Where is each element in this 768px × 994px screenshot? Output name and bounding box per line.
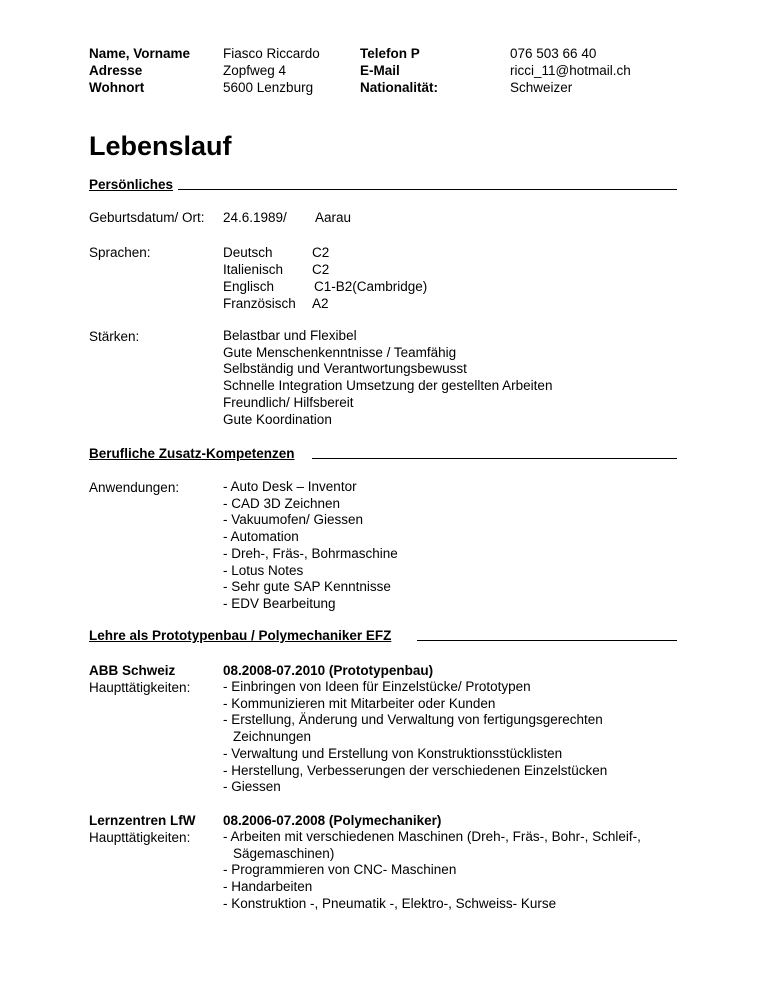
job-company: ABB Schweiz (89, 663, 176, 678)
town-label: Wohnort (89, 80, 145, 95)
job-tasks-list (223, 829, 641, 913)
list-item: - Handarbeiten (223, 879, 313, 895)
name-label: Name, Vorname (89, 46, 191, 61)
list-item: Sägemaschinen) (233, 845, 335, 861)
email-label: E-Mail (360, 63, 400, 78)
nationality-label: Nationalität: (360, 80, 439, 95)
list-item: - Dreh-, Fräs-, Bohrmaschine (223, 545, 398, 561)
job-tasks-label: Haupttätigkeiten: (89, 680, 191, 695)
list-item: - Automation (223, 529, 299, 545)
section-rule (417, 640, 677, 641)
list-item: - Kommunizieren mit Mitarbeiter oder Kunden (223, 695, 496, 711)
phone-label: Telefon P (360, 46, 420, 61)
address-value: Zopfweg 4 (223, 63, 287, 78)
page-title: Lebenslauf (89, 131, 232, 161)
list-item: - Auto Desk – Inventor (223, 479, 357, 494)
language-level: C1-B2(Cambridge) (314, 279, 428, 294)
town-value: 5600 Lenzburg (223, 80, 314, 95)
language-level: C2 (312, 245, 330, 260)
name-value: Fiasco Riccardo (223, 46, 320, 61)
list-item: Belastbar und Flexibel (223, 328, 357, 343)
job-tasks-label: Haupttätigkeiten: (89, 830, 191, 845)
list-item: Gute Menschenkenntnisse / Teamfähig (223, 344, 457, 360)
nationality-value: Schweizer (510, 80, 573, 95)
birth-label: Geburtsdatum/ Ort: (89, 210, 205, 225)
list-item: - EDV Bearbeitung (223, 595, 336, 611)
language-name: Deutsch (223, 245, 273, 260)
list-item: - Vakuumofen/ Giessen (223, 512, 364, 528)
list-item: - Arbeiten mit verschiedenen Maschinen (Dreh-, Fräs-, Bohr-, Schleif-, (223, 829, 641, 844)
section-personal-heading: Persönliches (89, 177, 174, 192)
list-item: - CAD 3D Zeichnen (223, 495, 341, 511)
job-period: 08.2006-07.2008 (Polymechaniker) (223, 813, 442, 828)
list-item: Schnelle Integration Umsetzung der gestellten Arbeiten (223, 378, 553, 394)
section-apprenticeship-heading: Lehre als Prototypenbau / Polymechaniker EFZ (89, 628, 392, 643)
language-name: Französisch (223, 296, 296, 311)
list-item: - Verwaltung und Erstellung von Konstruktionsstücklisten (223, 745, 563, 761)
list-item: - Konstruktion -, Pneumatik -, Elektro-, Schweiss- Kurse (223, 895, 557, 911)
apps-list (223, 479, 398, 613)
phone-value: 076 503 66 40 (510, 46, 597, 61)
list-item: - Erstellung, Änderung und Verwaltung von fertigungsgerechten (223, 712, 603, 728)
list-item: Selbständig und Verantwortungsbewusst (223, 361, 467, 377)
job-period: 08.2008-07.2010 (Prototypenbau) (223, 663, 434, 678)
list-item: - Lotus Notes (223, 562, 304, 578)
language-name: Italienisch (223, 262, 284, 277)
language-level: A2 (312, 296, 329, 311)
list-item: - Giessen (223, 779, 281, 795)
list-item: - Programmieren von CNC- Maschinen (223, 862, 457, 878)
list-item: Gute Koordination (223, 411, 332, 427)
list-item: - Einbringen von Ideen für Einzelstücke/ Prototypen (223, 679, 531, 694)
birth-place: Aarau (315, 210, 352, 225)
list-item: Zeichnungen (233, 729, 312, 745)
section-rule (178, 189, 677, 190)
language-name: Englisch (223, 279, 275, 294)
section-skills-heading: Berufliche Zusatz-Kompetenzen (89, 446, 295, 461)
list-item: Freundlich/ Hilfsbereit (223, 394, 354, 410)
apps-label: Anwendungen: (89, 480, 180, 495)
job-company: Lernzentren LfW (89, 813, 196, 828)
strengths-list (223, 328, 552, 428)
languages-label: Sprachen: (89, 245, 151, 260)
list-item: - Herstellung, Verbesserungen der verschiedenen Einzelstücken (223, 762, 608, 778)
list-item: - Sehr gute SAP Kenntnisse (223, 579, 391, 595)
section-rule (312, 458, 677, 459)
strengths-label: Stärken: (89, 329, 140, 344)
job-tasks-list (223, 679, 607, 796)
language-level: C2 (312, 262, 330, 277)
email-value: ricci_11@hotmail.ch (510, 63, 631, 78)
birth-date: 24.6.1989/ (223, 210, 287, 225)
address-label: Adresse (89, 63, 143, 78)
